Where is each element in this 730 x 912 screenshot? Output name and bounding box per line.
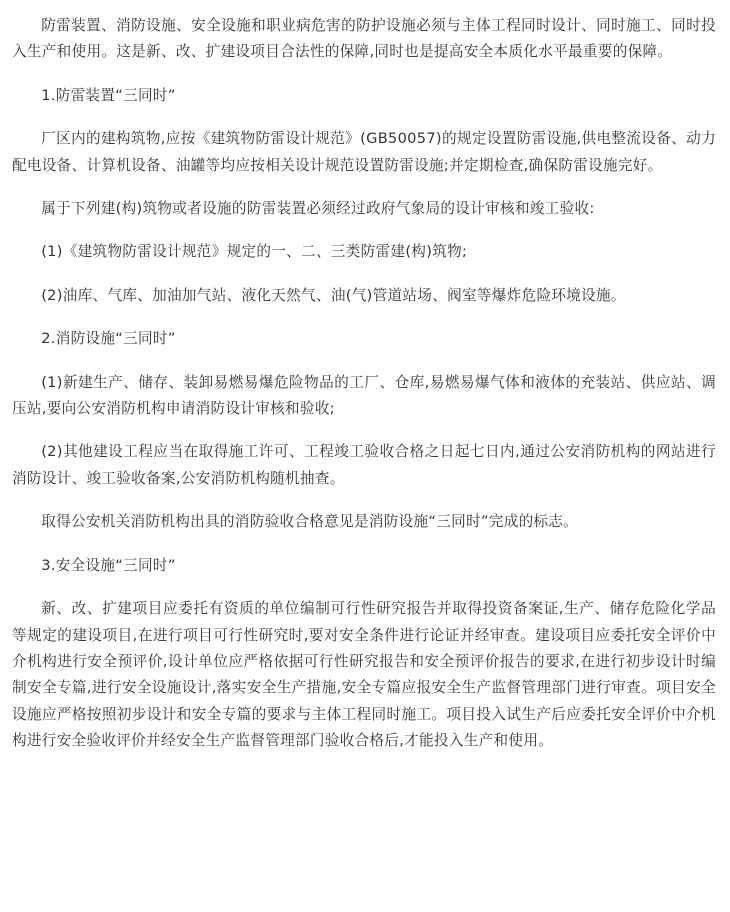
list-item-fire-2: (2)其他建设工程应当在取得施工许可、工程竣工验收合格之日起七日内,通过公安消防机构的网站进行消防设计、竣工验收备案,公安消防机构随机抽查。 [12,443,716,487]
heading-lightning-protection: 1.防雷装置“三同时” [41,86,176,104]
list-item-lightning-2: (2)油库、气库、加油加气站、液化天然气、油(气)管道站场、阀室等爆炸危险环境设施。 [41,286,626,304]
heading-fire-protection: 2.消防设施“三同时” [41,330,176,348]
paragraph-safety-process: 新、改、扩建项目应委托有资质的单位编制可行性研究报告并取得投资备案证,生产、储存危险化学品等规定的建设项目,在进行项目可行性研究时,要对安全条件进行论证并经审查。建设项目应委托安全评价中介机构进行安全预评价,设计单位应严格依据可行性研究报告和安全预评价报告的要求,在进行初步设计时编制安全专篇,进行安全设施设计,落实安全生产措施,安全专篇应报安全生产监督管理部门进行审查。项目安全设施应严格按照初步设计和安全专篇的要求与主体工程同时施工。项目投入试生产后应委托安全评价中介机构进行安全验收评价并经安全生产监督管理部门验收合格后,才能投入生产和使用。 [12,600,716,750]
list-item-lightning-1: (1)《建筑物防雷设计规范》规定的一、二、三类防雷建(构)筑物; [41,243,468,261]
heading-safety-facilities: 3.安全设施“三同时” [41,556,176,574]
paragraph-lightning-review: 属于下列建(构)筑物或者设施的防雷装置必须经过政府气象局的设计审核和竣工验收: [41,200,595,218]
paragraph-intro: 防雷装置、消防设施、安全设施和职业病危害的防护设施必须与主体工程同时设计、同时施工、同时投入生产和使用。这是新、改、扩建设项目合法性的保障,同时也是提高安全本质化水平最重要的保障。 [12,17,716,61]
list-item-fire-1: (1)新建生产、储存、装卸易燃易爆危险物品的工厂、仓库,易燃易爆气体和液体的充装站、供应站、调压站,要向公安消防机构申请消防设计审核和验收; [12,373,716,418]
paragraph-lightning-facilities: 厂区内的建构筑物,应按《建筑物防雷设计规范》(GB50057)的规定设置防雷设施,供电整流设备、动力配电设备、计算机设备、油罐等均应按相关设计规范设置防雷设施;并定期检查,确保防雷设施完好。 [12,130,716,174]
paragraph-fire-completion: 取得公安机关消防机构出具的消防验收合格意见是消防设施“三同时”完成的标志。 [41,513,579,531]
